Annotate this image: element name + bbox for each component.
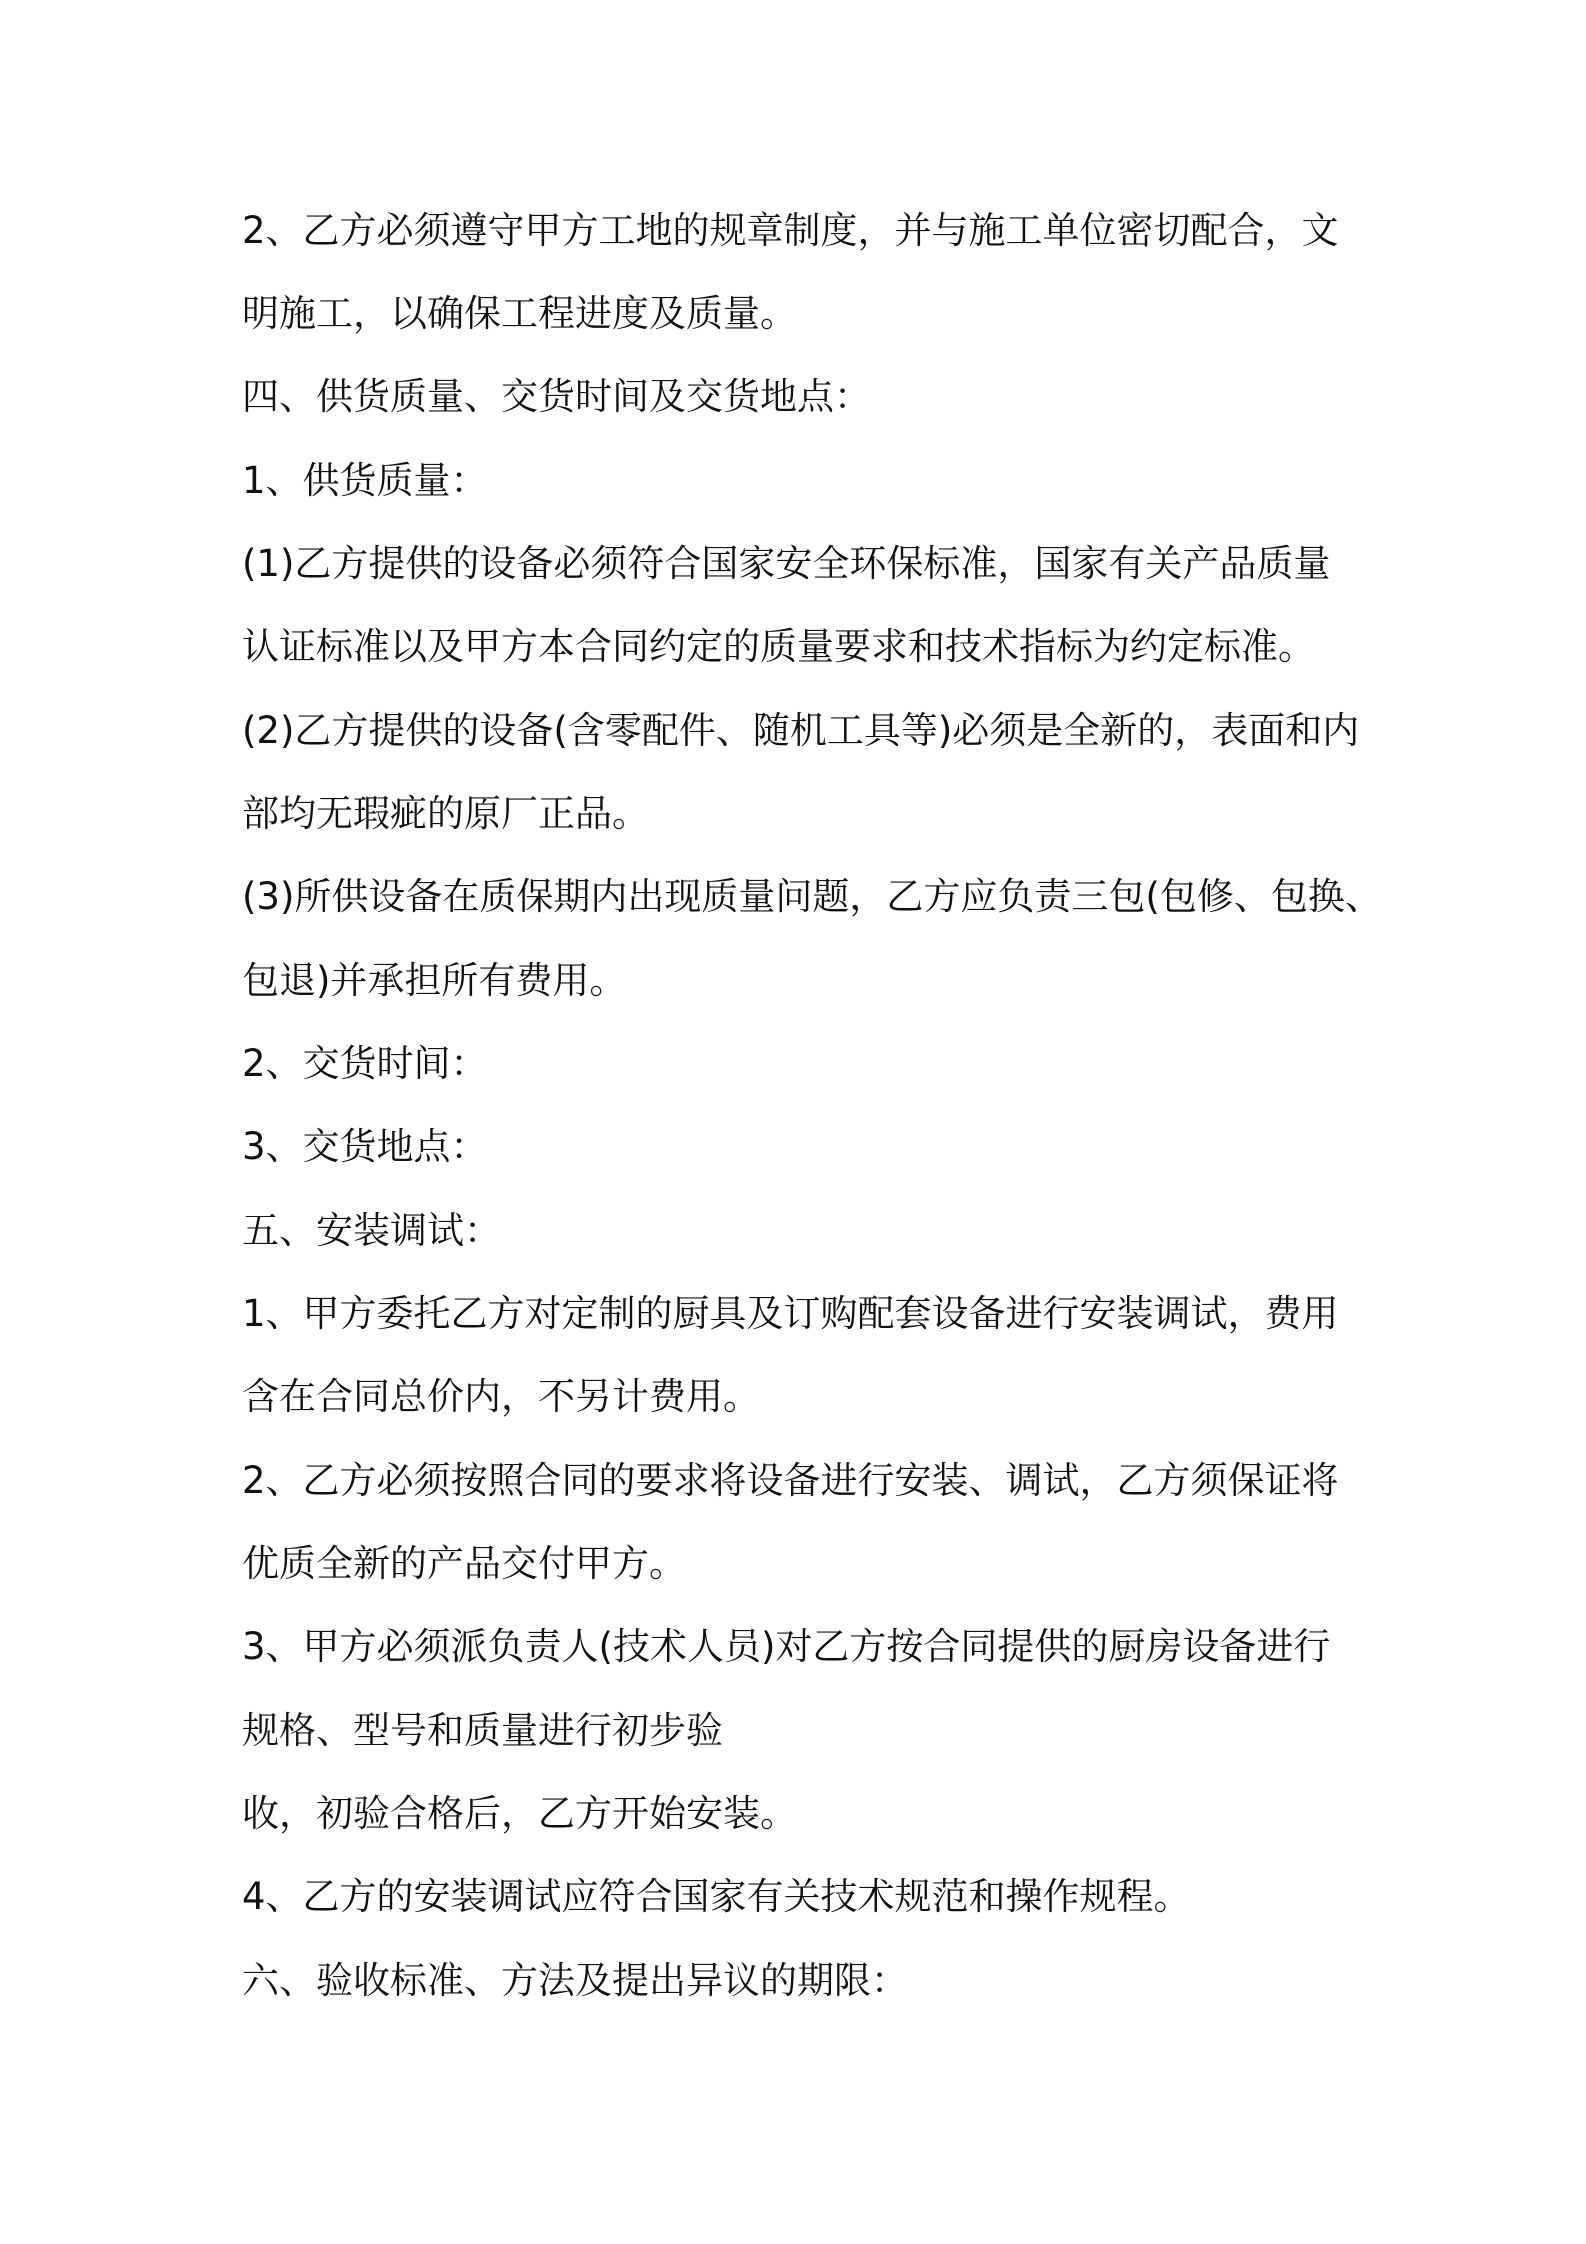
clause-line: 1、甲方委托乙方对定制的厨具及订购配套设备进行安装调试，费用: [242, 1292, 1339, 1335]
subsection-heading: 2、交货时间：: [242, 1042, 488, 1085]
clause-line: (2)乙方提供的设备(含零配件、随机工具等)必须是全新的，表面和内: [242, 709, 1360, 752]
clause-line: 规格、型号和质量进行初步验: [242, 1709, 723, 1752]
clause-line: 认证标准以及甲方本合同约定的质量要求和技术指标为约定标准。: [242, 625, 1315, 668]
clause-line: 含在合同总价内，不另计费用。: [242, 1375, 760, 1418]
section-heading: 四、供货质量、交货时间及交货地点：: [242, 375, 871, 418]
subsection-heading: 1、供货质量：: [242, 459, 488, 502]
section-heading: 六、验收标准、方法及提出异议的期限：: [242, 1959, 908, 2002]
clause-line: 4、乙方的安装调试应符合国家有关技术规范和操作规程。: [242, 1875, 1191, 1918]
clause-line: 3、甲方必须派负责人(技术人员)对乙方按合同提供的厨房设备进行: [242, 1625, 1331, 1668]
clause-line: 优质全新的产品交付甲方。: [242, 1542, 686, 1585]
clause-line: 明施工，以确保工程进度及质量。: [242, 292, 797, 335]
clause-line: 收，初验合格后，乙方开始安装。: [242, 1792, 797, 1835]
clause-line: (1)乙方提供的设备必须符合国家安全环保标准，国家有关产品质量: [242, 542, 1331, 585]
clause-line: 包退)并承担所有费用。: [242, 959, 627, 1002]
clause-line: 部均无瑕疵的原厂正品。: [242, 792, 649, 835]
clause-line: (3)所供设备在质保期内出现质量问题，乙方应负责三包(包修、包换、: [242, 875, 1382, 918]
clause-line: 2、乙方必须按照合同的要求将设备进行安装、调试，乙方须保证将: [242, 1459, 1339, 1502]
subsection-heading: 3、交货地点：: [242, 1125, 488, 1168]
clause-line: 2、乙方必须遵守甲方工地的规章制度，并与施工单位密切配合，文: [242, 209, 1339, 252]
section-heading: 五、安装调试：: [242, 1209, 501, 1252]
